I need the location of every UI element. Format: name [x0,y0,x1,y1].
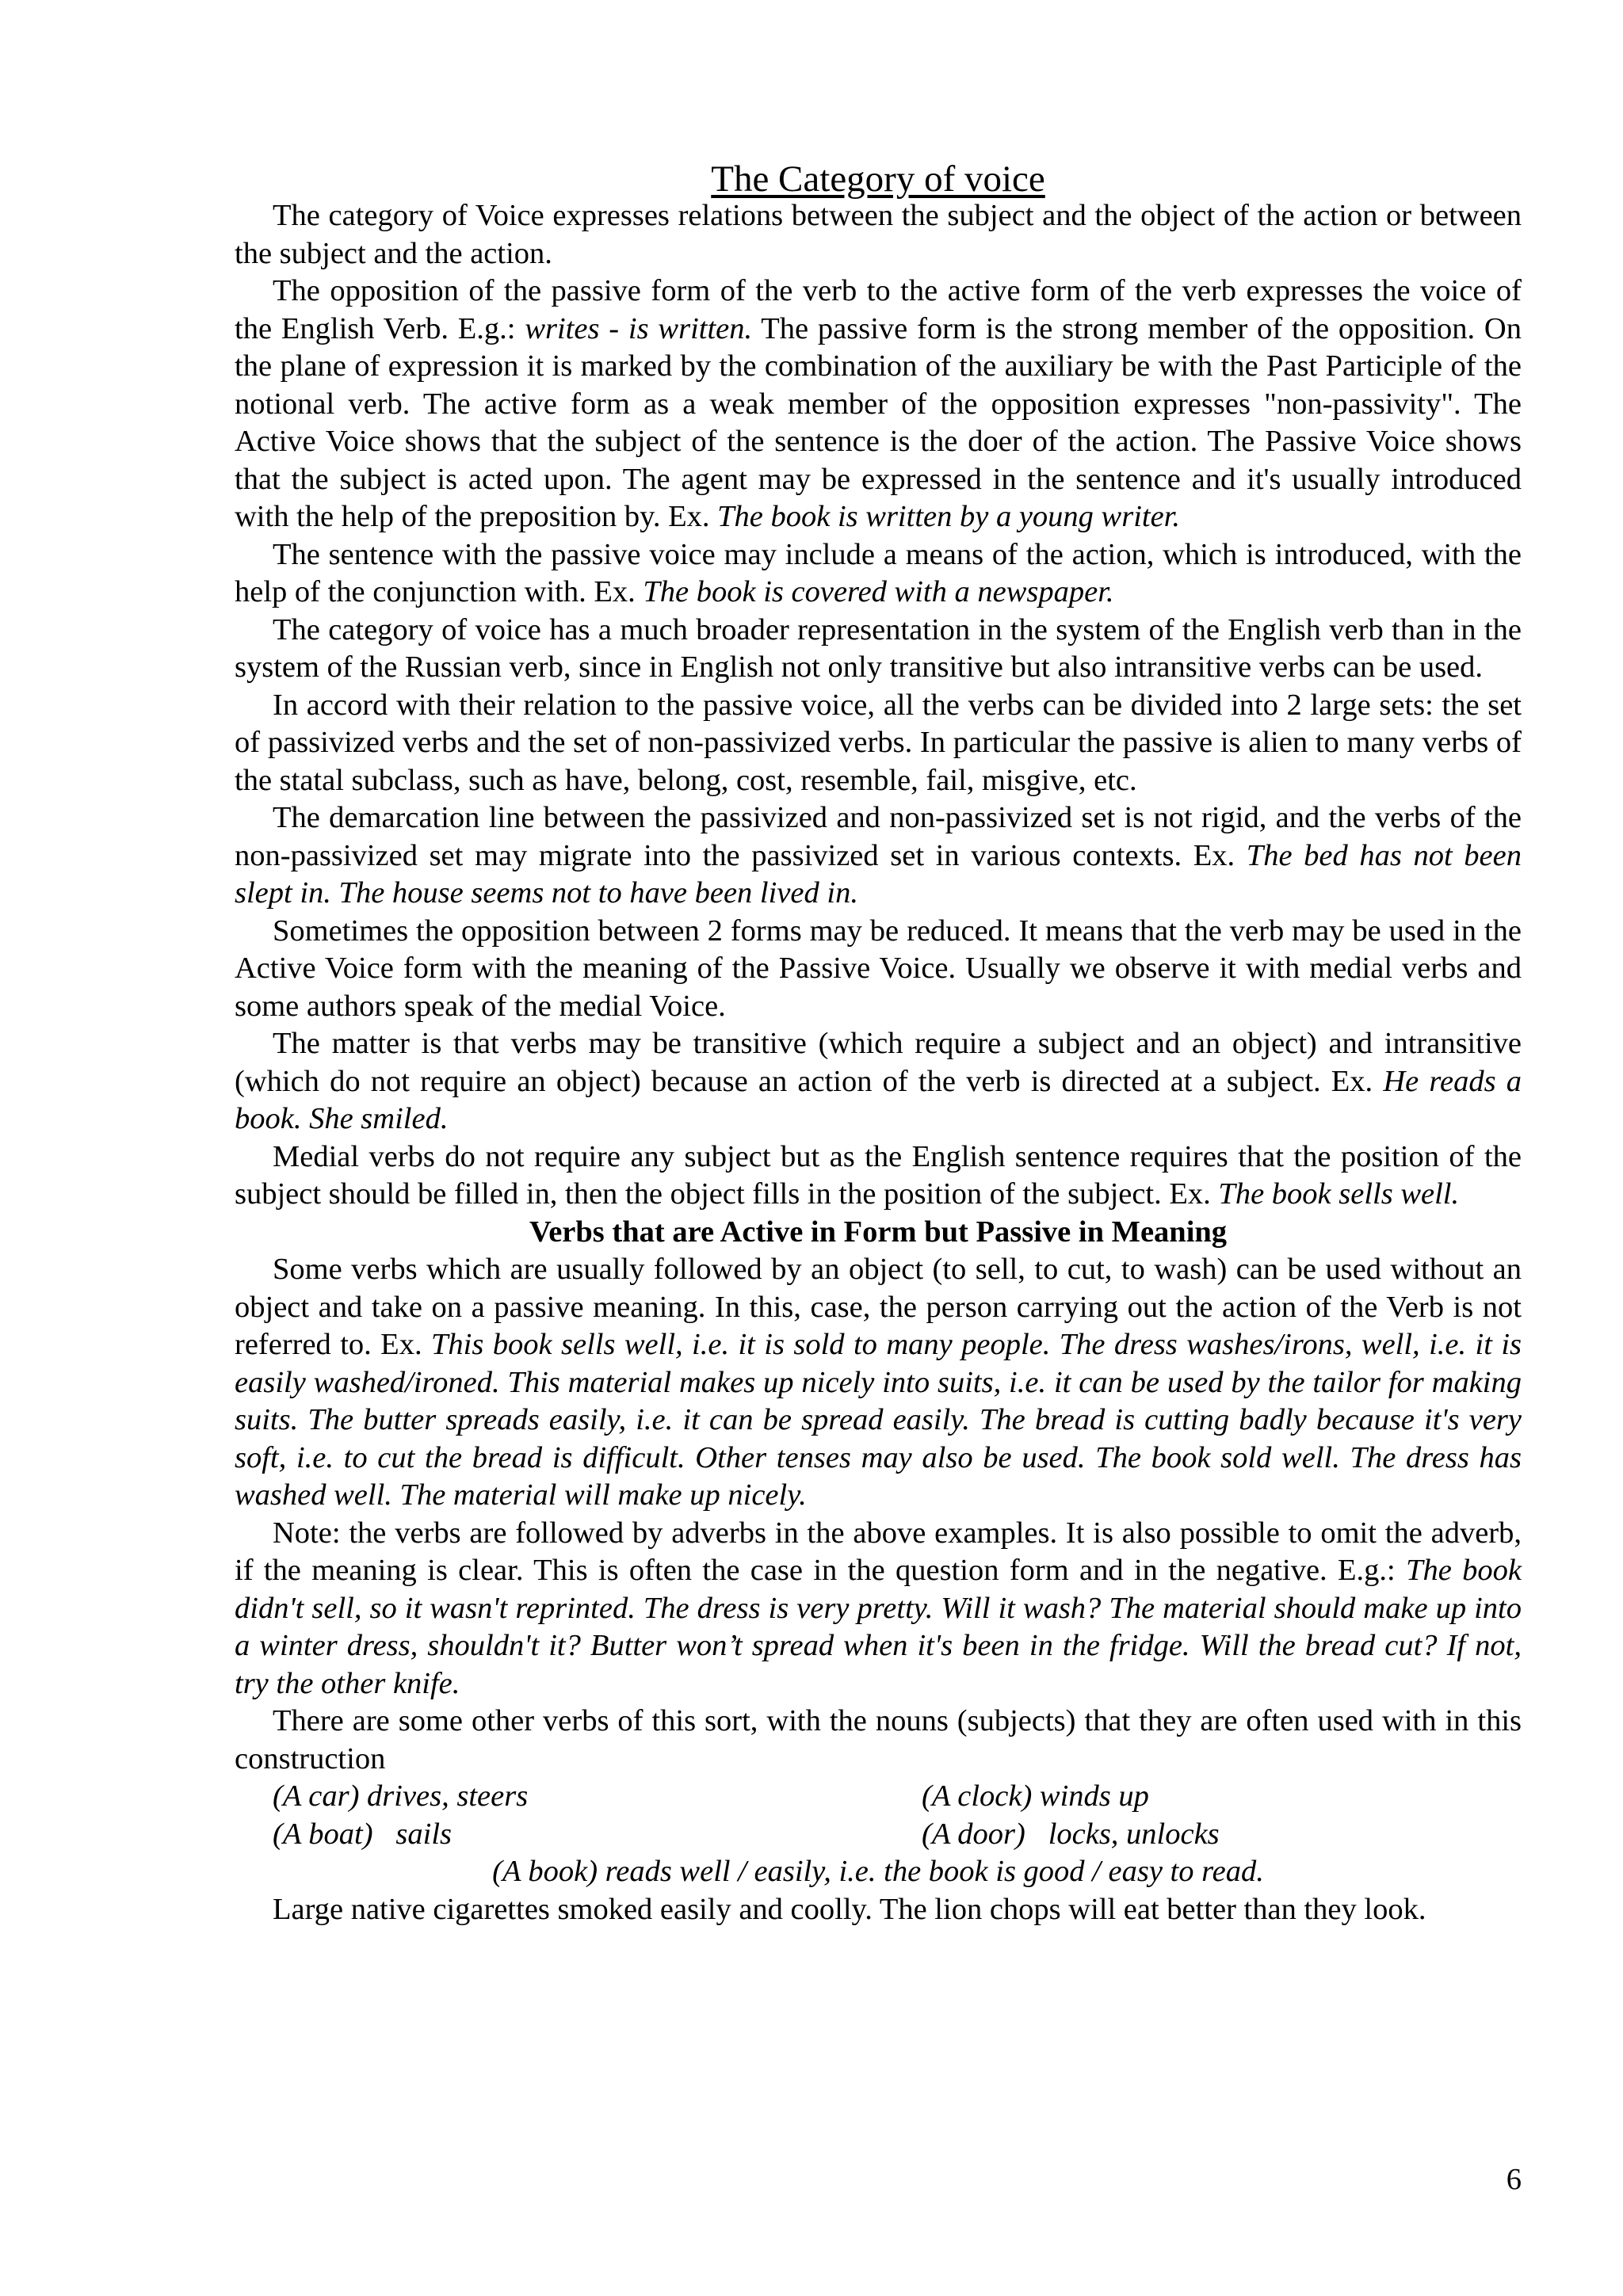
paragraph-4: The category of voice has a much broader representation in the system of the English verb than in the system of the Russian verb, since in English not only transitive but also intransitive verbs can be used. [235,612,1522,684]
paragraph-3-example: The book is covered with a newspaper. [643,575,1114,608]
paragraph-7: Sometimes the opposition between 2 forms may be reduced. It means that the verb may be used in the Active Voice form with the meaning of the Passive Voice. Usually we observe it with medial verbs and some authors speak of the medial Voice. [235,913,1522,1023]
example-row-2 [235,1816,1522,1854]
paragraph-6-example: The bed has not been slept in. The house seems not to have been lived in. [235,838,1522,910]
example-row-1 [235,1778,1522,1816]
paragraph-3 [235,536,1522,612]
example-car: (A car) drives, steers [273,1779,529,1813]
page-content [235,155,1522,1928]
paragraph-9 [235,1138,1522,1214]
paragraph-2-text-b: The passive form is the strong member of the opposition. On the plane of expression it is marked by the combination of the auxiliary be with the Past Participle of the notional verb. The active form as a weak member of the opposition expresses "non-passivity". The Active Voice shows that the subject of the sentence is the doer of the action. The Passive Voice shows that the subject is acted upon. The agent may be expressed in the sentence and it's usually introduced with the help of the preposition by. Ex. [235,311,1522,533]
paragraph-10-text: Some verbs which are usually followed by an object (to sell, to cut, to wash) can be used without an object and take on a passive meaning. In this, case, the person carrying out the action of the Verb is not referred to. Ex. [235,1253,1522,1361]
paragraph-12: There are some other verbs of this sort, with the nouns (subjects) that they are often used with in this construction [235,1704,1522,1775]
section-subheading: Verbs that are Active in Form but Passive in Meaning [529,1215,1228,1249]
paragraph-6-text: The demarcation line between the passivized and non-passivized set is not rigid, and the verbs of the non-passivized set may migrate into the passivized set in various contexts. Ex. [235,801,1522,872]
paragraph-11-text: Note: the verbs are followed by adverbs in the above examples. It is also possible to omit the adverb, if the meaning is clear. This is often the case in the question form and in the negative. E.g.: [235,1516,1522,1587]
paragraph-2-example-a: writes - is written. [525,311,753,345]
example-boat: (A boat) sails [273,1817,453,1851]
paragraph-11-example: The book didn't sell, so it wasn't reprinted. The dress is very pretty. Will it wash? The material should make up into a winter dress, shouldn't it? Butter won’t spread when it's been in the fridge. Will the bread cut? If not, try the other knife. [235,1554,1522,1700]
example-book: (A book) reads well / easily, i.e. the book is good / easy to read. [492,1855,1264,1888]
paragraph-10 [235,1251,1522,1515]
paragraph-13: Large native cigarettes smoked easily and coolly. The lion chops will eat better than they look. [273,1892,1426,1926]
paragraph-8 [235,1025,1522,1138]
paragraph-3-text: The sentence with the passive voice may include a means of the action, which is introduced, with the help of the conjunction with. Ex. [235,537,1522,608]
paragraph-9-example: The book sells well. [1218,1177,1460,1211]
example-clock: (A clock) winds up [922,1779,1149,1813]
paragraph-9-text: Medial verbs do not require any subject but as the English sentence requires that the position of the subject should be filled in, then the object fills in the position of the subject. Ex. [235,1139,1522,1211]
page-number: 6 [1506,2163,1522,2196]
paragraph-11 [235,1515,1522,1703]
page-title: The Category of voice [711,158,1045,200]
paragraph-2-example-b: The book is written by a young writer. [717,500,1181,533]
paragraph-8-example: He reads a book. She smiled. [235,1064,1522,1135]
paragraph-2-text-a: The opposition of the passive form of the verb to the active form of the verb expresses the voice of the English Verb. E.g.: [235,274,1522,345]
paragraph-1: The category of Voice expresses relations between the subject and the object of the action or between the subject and the action. [235,199,1522,270]
example-door: (A door) locks, unlocks [922,1817,1220,1851]
paragraph-2 [235,273,1522,536]
paragraph-6 [235,799,1522,913]
paragraph-5: In accord with their relation to the passive voice, all the verbs can be divided into 2 large sets: the set of passivized verbs and the set of non-passivized verbs. In particular the passive is alien to many verbs of the statal subclass, such as have, belong, cost, resemble, fail, misgive, etc. [235,688,1522,797]
paragraph-10-example: This book sells well, i.e. it is sold to many people. The dress washes/irons, well, i.e. it is easily washed/ironed. This material makes up nicely into suits, i.e. it can be used by the tailor for making suits. The butter spreads easily, i.e. it can be spread easily. The bread is cutting badly because it's very soft, i.e. to cut the bread is difficult. Other tenses may also be used. The book sold well. The dress has washed well. The material will make up nicely. [235,1328,1522,1512]
paragraph-8-text: The matter is that verbs may be transitive (which require a subject and an object) and intransitive (which do not require an object) because an action of the verb is directed at a subject. Ex. [235,1027,1522,1098]
